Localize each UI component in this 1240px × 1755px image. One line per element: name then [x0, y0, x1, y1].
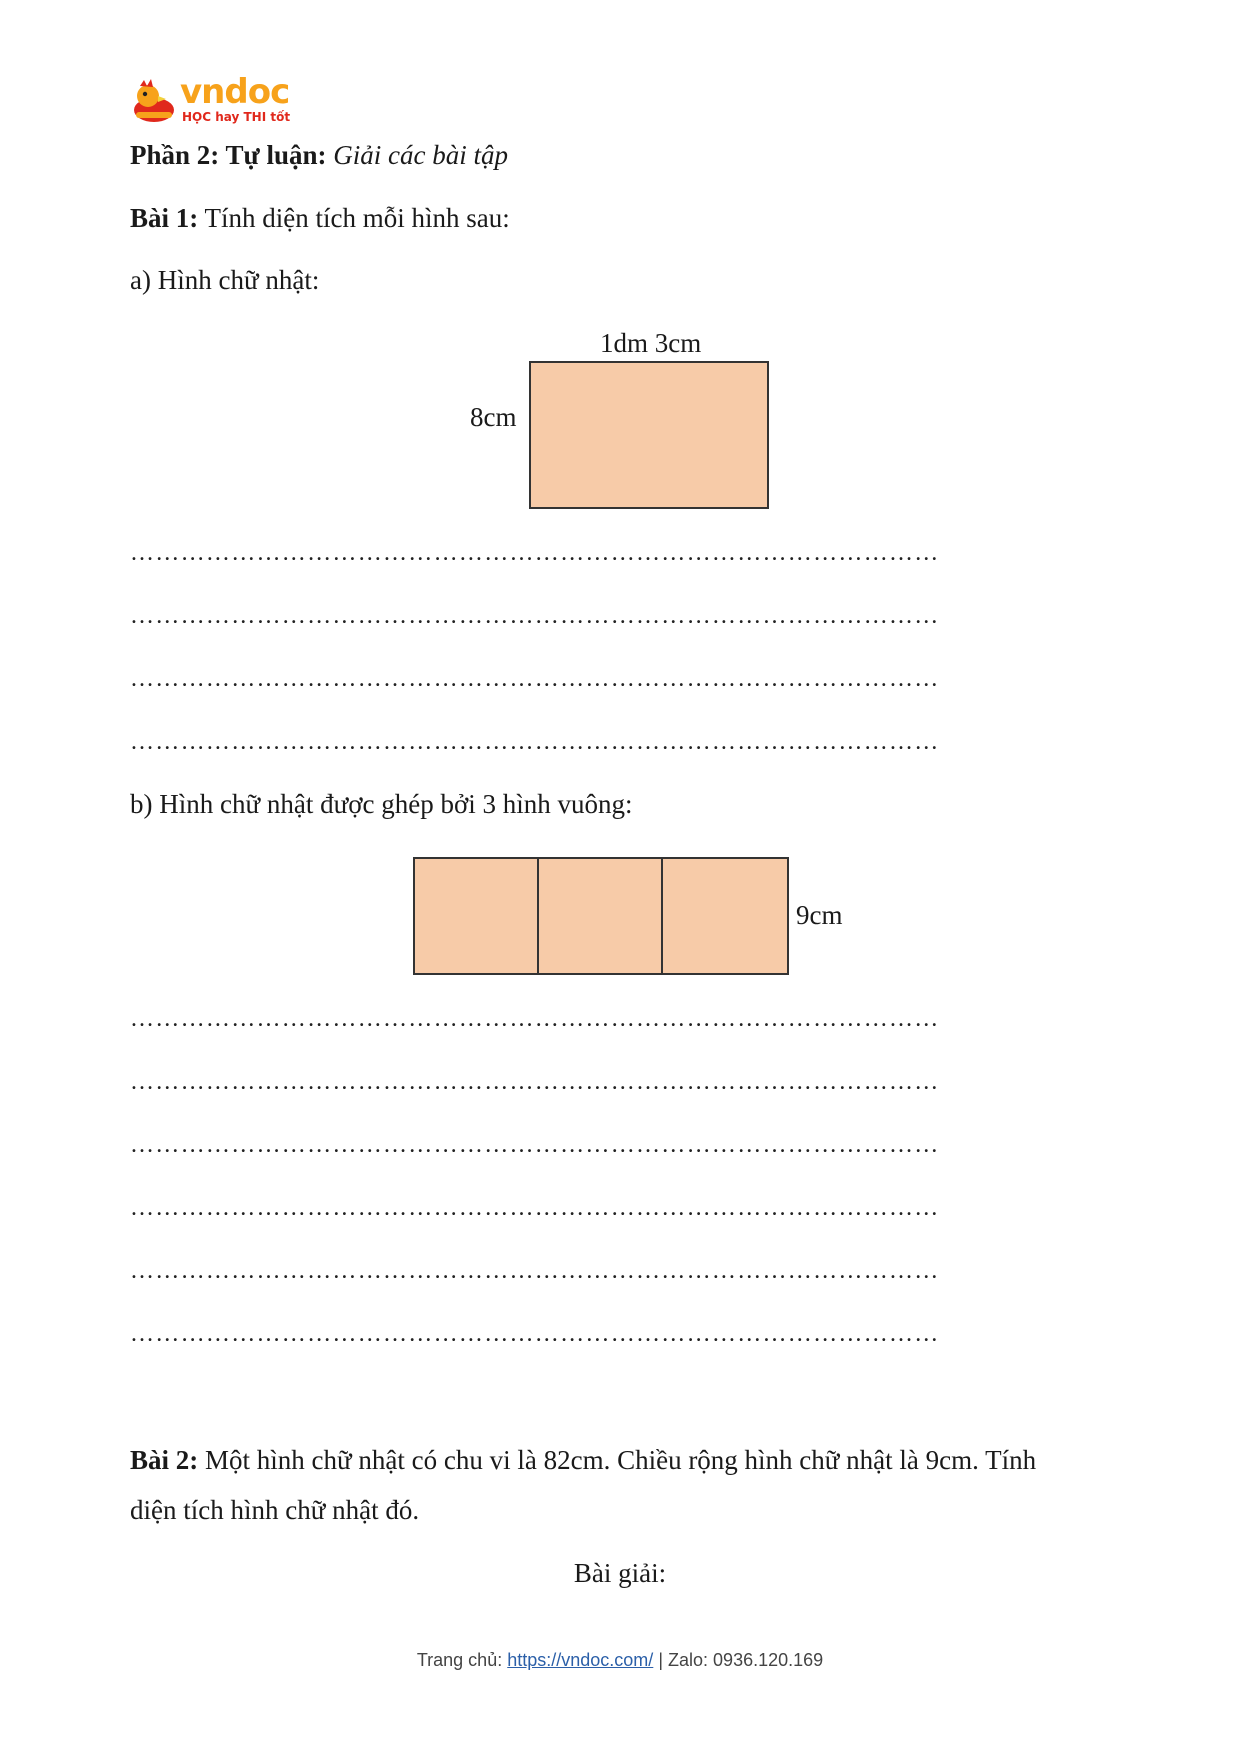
figure-a-height-label: 8cm — [470, 402, 517, 432]
logo-tagline: HỌC hay THI tốt — [182, 110, 291, 124]
figure-b-composite-rectangle — [413, 857, 789, 975]
answer-line: …………………………………………………………………………………… — [130, 666, 940, 692]
figure-b-square — [537, 857, 663, 975]
exercise1-label: Bài 1: — [130, 203, 199, 233]
exercise2-prompt-line1: Một hình chữ nhật có chu vi là 82cm. Chiều rộng hình chữ nhật là 9cm. Tính — [205, 1445, 1037, 1475]
footer-separator: | — [658, 1650, 664, 1670]
rooster-mascot-icon — [130, 78, 178, 126]
figure-a-width-label: 1dm 3cm — [600, 328, 702, 358]
answer-line: …………………………………………………………………………………… — [130, 1321, 940, 1347]
figure-b-square — [413, 857, 539, 975]
answer-line: …………………………………………………………………………………… — [130, 1069, 940, 1095]
section-label: Phần 2: Tự luận: — [130, 140, 327, 170]
section-instruction: Giải các bài tập — [333, 140, 508, 170]
exercise1-prompt: Tính diện tích mỗi hình sau: — [204, 203, 510, 233]
vndoc-logo — [130, 72, 300, 128]
exercise2-heading — [130, 1445, 1036, 1476]
answer-line: …………………………………………………………………………………… — [130, 603, 940, 629]
answer-line: …………………………………………………………………………………… — [130, 1258, 940, 1284]
solution-heading: Bài giải: — [573, 1558, 667, 1588]
part-b-title: b) Hình chữ nhật được ghép bởi 3 hình vuông: — [130, 789, 633, 819]
page-footer — [0, 1650, 1240, 1671]
answer-line: …………………………………………………………………………………… — [130, 540, 940, 566]
answer-line: …………………………………………………………………………………… — [130, 1006, 940, 1032]
figure-a-rectangle — [529, 361, 769, 509]
logo-brand-text: vndoc — [180, 72, 290, 112]
exercise2-label: Bài 2: — [130, 1445, 199, 1475]
figure-b-side-label: 9cm — [796, 900, 843, 930]
section-heading — [130, 140, 508, 171]
footer-zalo: Zalo: 0936.120.169 — [668, 1650, 824, 1670]
exercise1-heading — [130, 203, 510, 234]
answer-line: …………………………………………………………………………………… — [130, 1132, 940, 1158]
figure-b-square — [661, 857, 789, 975]
part-a-title: a) Hình chữ nhật: — [130, 265, 320, 295]
answer-line: …………………………………………………………………………………… — [130, 729, 940, 755]
exercise2-prompt-line2: diện tích hình chữ nhật đó. — [130, 1495, 420, 1525]
footer-home-link[interactable]: https://vndoc.com/ — [507, 1650, 654, 1670]
footer-home-label: Trang chủ: — [416, 1650, 503, 1670]
answer-line: …………………………………………………………………………………… — [130, 1195, 940, 1221]
